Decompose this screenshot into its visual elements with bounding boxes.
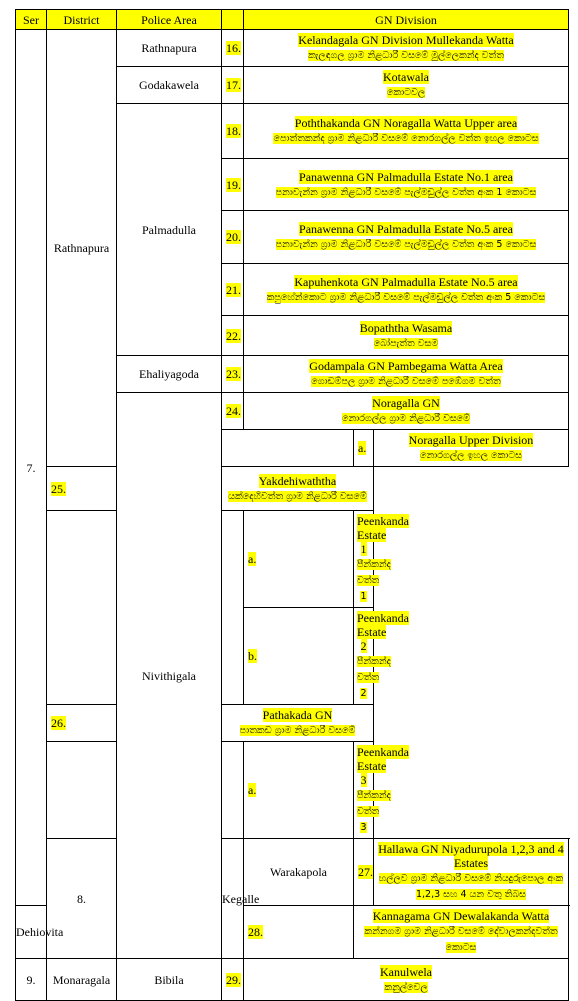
police-area-cell: Warakapola	[244, 839, 354, 906]
gn-name-si: පාතකඩ ග්‍රාම නිළධාරී වසමේ	[239, 725, 356, 736]
gn-name-en: Kanulwela	[380, 964, 432, 979]
header-district: District	[47, 10, 117, 30]
entry-number: 20.	[222, 211, 244, 264]
entry-number: 21.	[222, 264, 244, 316]
gn-name-si: කැලඳගල ග්‍රාම නිළධාරී වසමේ මුල්ලෙකන්ද වත්ත	[308, 50, 504, 61]
gn-name-si: කනුල්වෙල	[384, 981, 428, 993]
gn-name-si: බෝපැත්ත වසම	[373, 337, 439, 349]
gn-name-en: Pathakada GN	[262, 708, 333, 722]
entry-number: 17.	[222, 67, 244, 104]
district-cell: Kegalle	[222, 839, 244, 959]
gn-division-cell	[244, 959, 569, 1001]
entry-number: 22.	[222, 316, 244, 356]
police-area-cell: Nivithigala	[117, 393, 222, 959]
gn-division-cell	[222, 705, 374, 742]
gn-name-en: Kelandagala GN Division Mullekanda Watta	[298, 33, 514, 47]
gn-division-cell	[354, 742, 409, 839]
gn-name-en: Panawenna GN Palmadulla Estate No.1 area	[299, 169, 513, 184]
gn-name-en: Peenkanda Estate 3	[357, 745, 409, 787]
gn-name-si: යක්දෙහිවත්ත ග්‍රාම නිළධාරී වසමේ	[228, 490, 367, 502]
entry-number: 19.	[222, 159, 244, 211]
police-area-cell: Godakawela	[117, 67, 222, 104]
table-row	[16, 511, 569, 608]
blank-cell	[222, 430, 354, 467]
gn-division-cell	[374, 430, 569, 467]
header-police-area: Police Area	[117, 10, 222, 30]
entry-number: 29.	[222, 959, 244, 1001]
table-row	[16, 839, 569, 906]
entry-number: 18.	[222, 104, 244, 159]
police-area-cell: Ehaliyagoda	[117, 356, 222, 393]
entry-number: 27.	[354, 839, 374, 906]
entry-number: 16.	[222, 30, 244, 67]
gn-division-cell	[222, 467, 374, 511]
gn-division-cell	[244, 316, 569, 356]
sub-entry-letter: b.	[244, 608, 354, 705]
blank-cell	[47, 742, 244, 839]
gn-division-cell	[354, 511, 409, 608]
gn-division-cell	[354, 608, 409, 705]
police-area-cell: Dehiovita	[16, 906, 47, 959]
gn-name-en: Panawenna GN Palmadulla Estate No.5 area	[299, 222, 513, 236]
gn-name-si: නොරගල්ල ඉහල කොටස	[419, 450, 523, 461]
gn-name-si: පොත්තකන්ද ග්‍රාම නිළධාරී වසමේ නොරගල්ල වත්ත ඉහල කොටස	[273, 133, 539, 144]
sub-entry-letter: a.	[244, 742, 354, 839]
gn-name-si: පනාවැන්න ග්‍රාම නිළධාරී වසමේ පැල්මඩුල්ල වත්ත අංක 1 කොටස	[275, 186, 537, 198]
header-gn-division: GN Division	[244, 10, 569, 30]
sub-entry-letter: a.	[354, 430, 374, 467]
entry-number: 26.	[47, 705, 117, 742]
gn-name-en: Noragalla Upper Division	[408, 433, 534, 447]
gn-name-si: ගොඩම්පල ග්‍රාම නිළධාරී වසමේ පඹේගම වත්ත	[311, 376, 501, 387]
gn-division-cell	[244, 211, 569, 264]
header-blank	[222, 10, 244, 30]
ser-cell: 7.	[16, 30, 47, 906]
table-row	[16, 959, 569, 1001]
entry-number: 25.	[47, 467, 117, 511]
gn-division-cell	[244, 393, 569, 430]
gn-name-si: පීන්කන්ද වත්ත 2	[357, 656, 391, 699]
gn-name-en: Noragalla GN	[372, 396, 440, 410]
gn-name-si: පීන්කන්ද වත්ත 3	[357, 790, 391, 833]
gn-division-cell	[374, 839, 569, 906]
gn-name-en: Peenkanda Estate 1	[357, 514, 409, 556]
gn-name-en: Bopaththa Wasama	[359, 320, 453, 335]
district-cell: Monaragala	[47, 959, 117, 1001]
gn-division-cell	[244, 67, 569, 104]
gn-name-en: Peenkanda Estate 2	[357, 611, 409, 653]
gn-division-cell	[244, 30, 569, 67]
table-row	[16, 705, 569, 742]
gn-name-en: Kannagama GN Dewalakanda Watta	[372, 909, 550, 923]
police-area-cell: Palmadulla	[117, 104, 222, 356]
gn-name-en: Godampala GN Pambegama Watta Area	[309, 359, 503, 373]
gn-division-cell	[244, 104, 569, 159]
entry-number: 23.	[222, 356, 244, 393]
gn-name-en: Kapuhenkota GN Palmadulla Estate No.5 area	[294, 274, 518, 289]
gn-name-en: Kotawala	[383, 70, 429, 84]
gn-name-en: Poththakanda GN Noragalla Watta Upper area	[294, 116, 518, 130]
gn-name-en: Yakdehiwaththa	[258, 473, 337, 488]
gn-name-si: කන්නගම ග්‍රාම නිළධාරී වසමේ දේවාලකන්දවත්ත කොටස	[364, 926, 558, 953]
header-ser: Ser	[16, 10, 47, 30]
gn-name-si: කොටවල	[386, 87, 426, 98]
gn-name-si: පීන්කන්ද වත්ත 1	[357, 559, 391, 602]
gn-name-si: හල්ලව ග්‍රාම නිළධාරී වසමේ නියදුරුපොල අංක 1,2,3 සහ 4 යන වතු තිබස	[378, 873, 564, 900]
gn-name-si: පනාවැන්න ග්‍රාම නිළධාරී වසමේ පැල්මඩුල්ල වත්ත අංක 5 කොටස	[275, 239, 537, 250]
table-row	[16, 30, 569, 67]
gn-division-table	[15, 9, 569, 1001]
gn-division-cell	[244, 356, 569, 393]
gn-division-cell	[244, 159, 569, 211]
district-cell: Rathnapura	[47, 30, 117, 467]
table-row	[16, 467, 569, 511]
gn-name-si: කපුහේන්කොට ග්‍රාම නිළධාරී වසමේ පැල්මඩුල්ල වත්ත අංක 5 කොටස	[266, 291, 546, 303]
gn-name-si: නොරගල්ල ග්‍රාම නිළධාරී වසමේ	[342, 413, 470, 424]
gn-division-cell	[244, 264, 569, 316]
gn-name-en: Hallawa GN Niyadurupola 1,2,3 and 4 Estates	[378, 842, 564, 870]
gn-division-cell	[354, 906, 569, 959]
sub-entry-letter: a.	[244, 511, 354, 608]
entry-number: 24.	[222, 393, 244, 430]
police-area-cell: Bibila	[117, 959, 222, 1001]
header-row	[16, 10, 569, 30]
ser-cell: 8.	[47, 839, 117, 959]
table-row	[16, 742, 569, 839]
ser-cell: 9.	[16, 959, 47, 1001]
entry-number: 28.	[244, 906, 354, 959]
police-area-cell: Rathnapura	[117, 30, 222, 67]
